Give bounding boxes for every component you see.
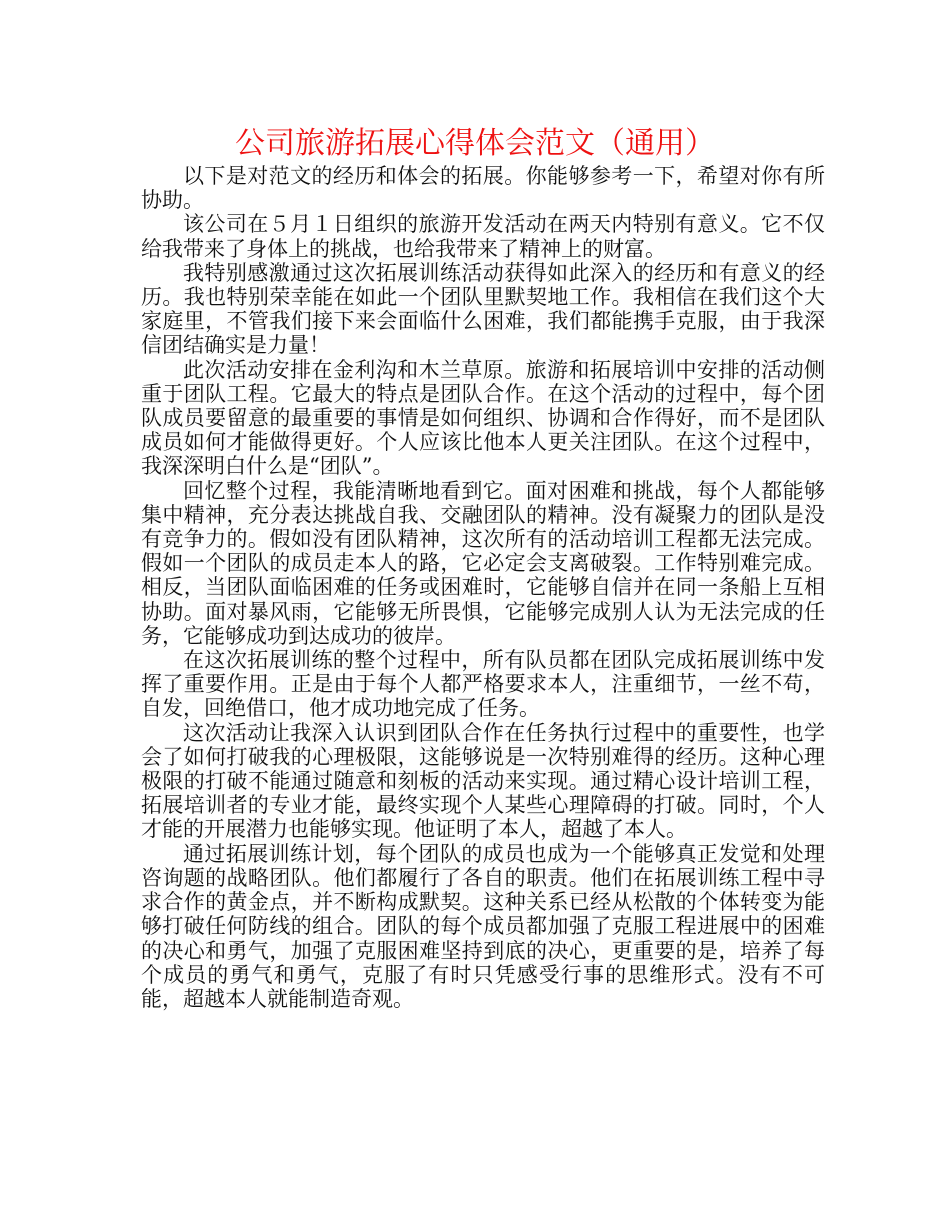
paragraph: 我特别感激通过这次拓展训练活动获得如此深入的经历和有意义的经历。我也特别荣幸能在如此一个团队里默契地工作。我相信在我们这个大家庭里，不管我们接下来会面临什么困难，我们都能携手克服，由于我深信团结确实是力量！ [141, 260, 825, 358]
paragraph: 此次活动安排在金利沟和木兰草原。旅游和拓展培训中安排的活动侧重于团队工程。它最大的特点是团队合作。在这个活动的过程中，每个团队成员要留意的最重要的事情是如何组织、协调和合作得好，而不是团队成员如何才能做得更好。个人应该比他本人更关注团队。在这个过程中，我深深明白什么是“团队”。 [141, 357, 825, 479]
paragraph: 通过拓展训练计划，每个团队的成员也成为一个能够真正发觉和处理咨询题的战略团队。他们都履行了各自的职责。他们在拓展训练工程中寻求合作的黄金点，并不断构成默契。这种关系已经从松散的个体转变为能够打破任何防线的组合。团队的每个成员都加强了克服工程进展中的困难的决心和勇气，加强了克服困难坚持到底的决心，更重要的是，培养了每个成员的勇气和勇气，克服了有时只凭感受行事的思维形式。没有不可能，超越本人就能制造奇观。 [141, 841, 825, 1011]
document-body [141, 164, 825, 1011]
paragraph: 回忆整个过程，我能清晰地看到它。面对困难和挑战，每个人都能够集中精神，充分表达挑战自我、交融团队的精神。没有凝聚力的团队是没有竞争力的。假如没有团队精神，这次所有的活动培训工程都无法完成。假如一个团队的成员走本人的路，它必定会支离破裂。工作特别难完成。相反，当团队面临困难的任务或困难时，它能够自信并在同一条船上互相协助。面对暴风雨，它能够无所畏惧，它能够完成别人认为无法完成的任务，它能够成功到达成功的彼岸。 [141, 478, 825, 648]
paragraph: 该公司在５月１日组织的旅游开发活动在两天内特别有意义。它不仅给我带来了身体上的挑战，也给我带来了精神上的财富。 [141, 212, 825, 261]
document-title: 公司旅游拓展心得体会范文（通用） [235, 126, 715, 161]
paragraph: 在这次拓展训练的整个过程中，所有队员都在团队完成拓展训练中发挥了重要作用。正是由于每个人都严格要求本人，注重细节，一丝不苟，自发，回绝借口，他才成功地完成了任务。 [141, 648, 825, 721]
paragraph: 这次活动让我深入认识到团队合作在任务执行过程中的重要性，也学会了如何打破我的心理极限，这能够说是一次特别难得的经历。这种心理极限的打破不能通过随意和刻板的活动来实现。通过精心设计培训工程，拓展培训者的专业才能，最终实现个人某些心理障碍的打破。同时，个人才能的开展潜力也能够实现。他证明了本人，超越了本人。 [141, 720, 825, 842]
paragraph: 以下是对范文的经历和体会的拓展。你能够参考一下，希望对你有所协助。 [141, 164, 825, 213]
